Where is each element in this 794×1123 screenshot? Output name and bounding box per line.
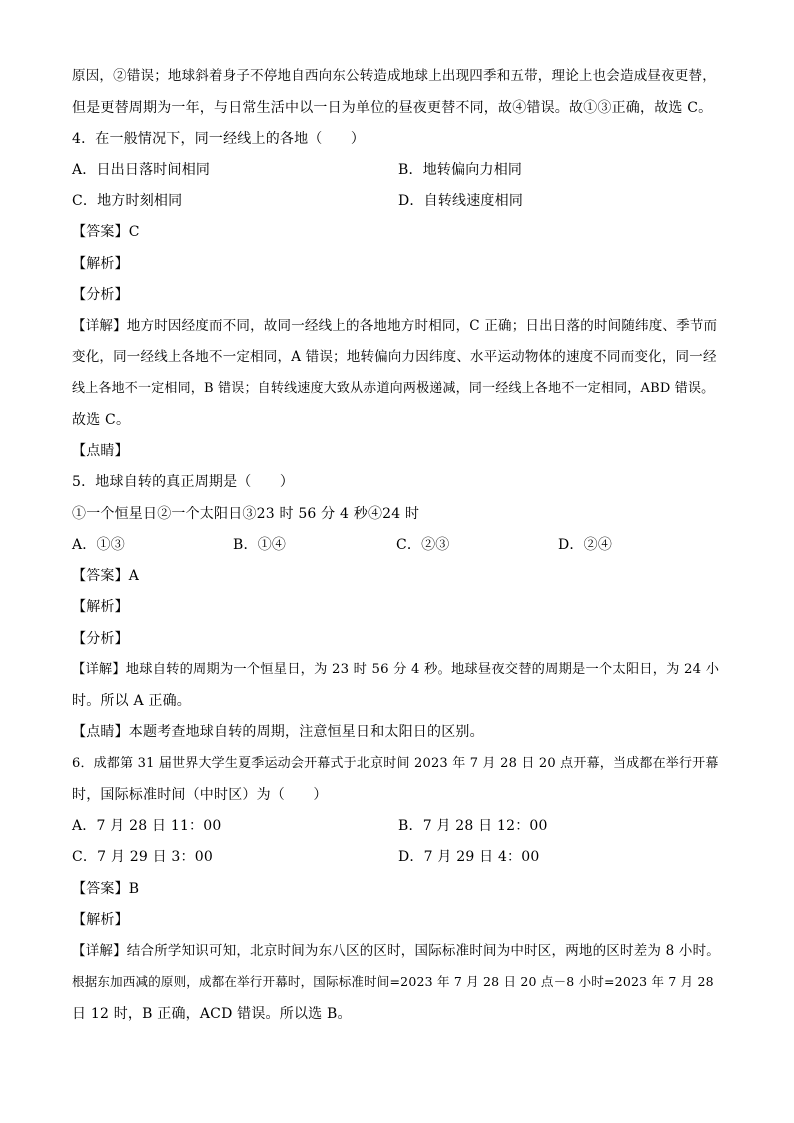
question-6-option-c: C．7 月 29 日 3：00 [72,849,213,865]
question-5-dianjing: 【点睛】本题考查地球自转的周期，注意恒星日和太阳日的区别。 [72,724,484,740]
question-5-option-c: C．②③ [396,537,450,553]
question-4-option-b: B．地转偏向力相同 [398,162,523,178]
question-5-option-b: B．①④ [233,537,287,553]
text-line: 但是更替周期为一年，与日常生活中以一日为单位的昼夜更替不同，故④错误。故①③正确，故选 C。 [72,100,713,116]
question-6-detail-line: 日 12 时，B 正确，ACD 错误。所以选 B。 [72,1006,352,1022]
question-6-analysis-heading: 【解析】 [72,912,129,928]
question-4-option-d: D．自转线速度相同 [398,193,524,209]
question-6-option-a: A．7 月 28 日 11：00 [72,818,222,834]
question-5-analysis-heading: 【解析】 [72,599,129,615]
question-4-stem: 4．在一般情况下，同一经线上的各地（ ） [72,131,366,147]
question-4-option-c: C．地方时刻相同 [72,193,183,209]
question-4-detail-line: 【详解】地方时因经度而不同，故同一经线上的各地地方时相同，C 正确；日出日落的时间随纬度、季节而 [72,318,718,334]
question-4-detail-line: 变化，同一经线上各地不一定相同，A 错误；地转偏向力因纬度、水平运动物体的速度不同而变化，同一经 [72,349,717,365]
text-line: 原因，②错误；地球斜着身子不停地自西向东公转造成地球上出现四季和五带，理论上也会造成昼夜更替， [72,68,716,84]
question-5-detail-line: 时。所以 A 正确。 [72,693,192,709]
question-4-option-a: A．日出日落时间相同 [72,162,211,178]
question-6-detail-line: 【详解】结合所学知识可知，北京时间为东八区的区时，国际标准时间为中时区，两地的区时差为 8 小时。 [72,943,720,959]
question-4-analysis-heading: 【解析】 [72,256,129,272]
question-4-fenxi-heading: 【分析】 [72,287,129,303]
question-5-answer: 【答案】A [72,568,140,584]
question-6-stem: 时，国际标准时间（中时区）为（ ） [72,787,328,803]
question-4-detail-line: 故选 C。 [72,412,131,428]
question-4-dianjing-heading: 【点睛】 [72,443,129,459]
question-6-option-b: B．7 月 28 日 12：00 [398,818,548,834]
question-5-option-a: A．①③ [72,537,125,553]
question-5-stem: 5．地球自转的真正周期是（ ） [72,474,295,490]
question-6-answer: 【答案】B [72,881,140,897]
question-6-detail-line: 根据东加西减的原则，成都在举行开幕时，国际标准时间=2023 年 7 月 28 日 20 点－8 小时=2023 年 7 月 28 [72,974,714,989]
question-4-detail-line: 线上各地不一定相同，B 错误；自转线速度大致从赤道向两极递减，同一经线上各地不一定相同，ABD 错误。 [72,381,715,396]
question-6-option-d: D．7 月 29 日 4：00 [398,849,540,865]
question-5-fenxi-heading: 【分析】 [72,631,129,647]
question-5-statements: ①一个恒星日②一个太阳日③23 时 56 分 4 秒④24 时 [72,506,420,522]
question-5-detail-line: 【详解】地球自转的周期为一个恒星日，为 23 时 56 分 4 秒。地球昼夜交替的周期是一个太阳日，为 24 小 [72,662,720,677]
question-4-answer: 【答案】C [72,224,140,240]
question-5-option-d: D．②④ [558,537,613,553]
question-6-stem: 6．成都第 31 届世界大学生夏季运动会开幕式于北京时间 2023 年 7 月 28 日 20 点开幕，当成都在举行开幕 [72,756,719,771]
